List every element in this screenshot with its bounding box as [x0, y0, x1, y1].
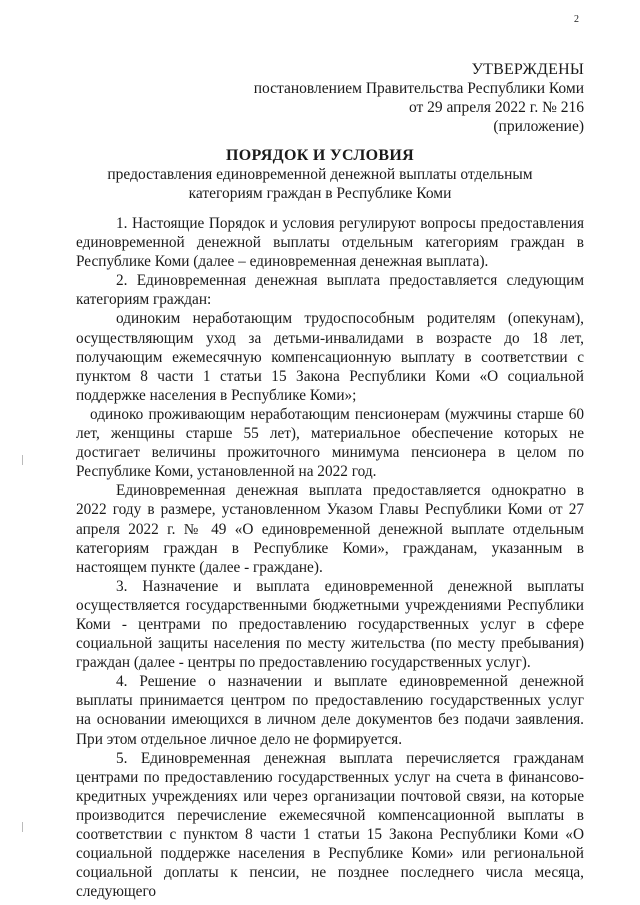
paragraph-2-category-pensioners: одиноко проживающим неработающим пенсионерам (мужчины старше 60 лет, женщины старше 55 лет), материальное обеспечение которых не достигает величины прожиточного минимума пенсионера в целом по Республике Коми, установленной на 2022 год. — [76, 405, 584, 481]
approval-heading: УТВЕРЖДЕНЫ — [471, 61, 584, 78]
paragraph-1: 1. Настоящие Порядок и условия регулируют вопросы предоставления единовременной денежной выплаты отдельным категориям граждан в Республике Коми (далее – единовременная денежная выплата). — [76, 215, 584, 271]
paragraph-2-category-parents: одиноким неработающим трудоспособным родителям (опекунам), осуществляющим уход за детьми-инвалидами в возрасте до 18 лет, получающим ежемесячную компенсационную выплату в соответствии с пунктом 8 части 1 статьи 15 Закона Республики Коми «О социальной поддержке населения в Республике Коми»; — [76, 310, 584, 404]
page-number: 2 — [574, 14, 579, 25]
paragraph-2: 2. Единовременная денежная выплата предоставляется следующим категориям граждан: — [76, 272, 584, 309]
approval-line-date: от 29 апреля 2022 г. № 216 — [408, 99, 584, 116]
scan-margin-mark — [22, 822, 23, 832]
paragraph-4: 4. Решение о назначении и выплате единовременной денежной выплаты принимается центром по предоставлению государственных услуг на основании имеющихся в личном деле документов без подачи заявления. При этом отдельное личное дело не формируется. — [76, 673, 584, 748]
title-main: ПОРЯДОК И УСЛОВИЯ — [226, 147, 414, 164]
document-body — [76, 214, 584, 901]
paragraph-5: 5. Единовременная денежная выплата перечисляется гражданам центрами по предоставлению государственных услуг на счета в финансово-кредитных учреждениях или через организации почтовой связи, на которые производится перечисление ежемесячной компенсационной выплаты в соответствии с пунктом 8 части 1 статьи 15 Закона Республики Коми «О социальной поддержке населения в Республике Коми» или региональной социальной доплаты к пенсии, не позднее последнего числа месяца, следующего — [76, 749, 584, 901]
approval-line-resolution: постановлением Правительства Республики Коми — [253, 80, 584, 97]
paragraph-2-payment-terms: Единовременная денежная выплата предоставляется однократно в 2022 году в размере, установленном Указом Главы Республики Коми от 27 апреля 2022 г. № 49 «О единовременной денежной выплате отдельным категориям граждан в Республике Коми», гражданам, указанным в настоящем пункте (далее - граждане). — [76, 482, 584, 576]
paragraph-3: 3. Назначение и выплата единовременной денежной выплаты осуществляется государственными бюджетными учреждениями Республики Коми - центрами по предоставлению государственных услуг в сфере социальной защиты населения по месту жительства (по месту пребывания) граждан (далее - центры по предоставлению государственных услуг). — [76, 577, 584, 672]
document-title — [0, 146, 640, 203]
approval-block — [254, 60, 584, 136]
scan-margin-mark — [22, 455, 23, 465]
title-subtitle-line2: категориям граждан в Республике Коми — [188, 185, 452, 202]
approval-line-appendix: (приложение) — [493, 118, 584, 135]
title-subtitle-line1: предоставления единовременной денежной выплаты отдельным — [107, 166, 533, 183]
